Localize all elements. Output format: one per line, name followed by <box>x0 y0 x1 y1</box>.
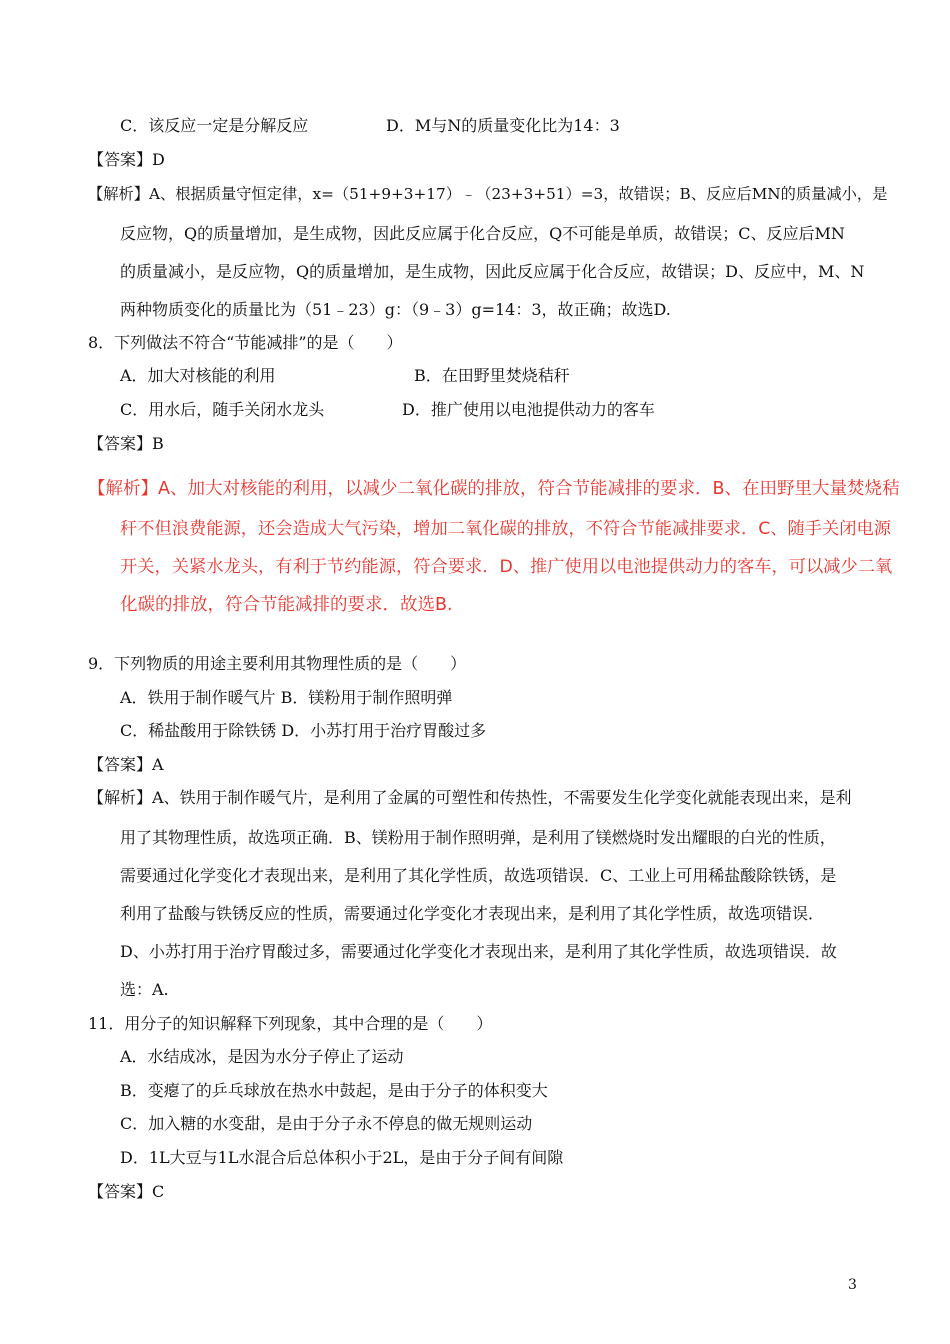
page-number: 3 <box>848 1277 857 1293</box>
q8-stem: 8．下列做法不符合“节能减排”的是（ ） <box>88 333 403 352</box>
q8-option-b: B．在田野里焚烧秸秆 <box>414 366 570 385</box>
q9-analysis-line-6: 选：A. <box>120 980 169 999</box>
q11-option-a: A．水结成冰，是因为水分子停止了运动 <box>120 1047 404 1066</box>
q8-analysis-line-4: 化碳的排放，符合节能减排的要求．故选B. <box>120 595 453 615</box>
q7-analysis-line-1: 【解析】A、根据质量守恒定律，x=（51+9+3+17）﹣（23+3+51）=3，故错误；B、反应后MN的质量减小，是 <box>88 185 888 203</box>
q9-analysis-line-2: 用了其物理性质，故选项正确．B、镁粉用于制作照明弹，是利用了镁燃烧时发出耀眼的白光的性质， <box>120 828 836 847</box>
q9-analysis-line-3: 需要通过化学变化才表现出来，是利用了其化学性质，故选项错误．C、工业上可用稀盐酸除铁锈，是 <box>120 866 837 885</box>
q8-analysis-line-2: 秆不但浪费能源，还会造成大气污染，增加二氧化碳的排放，不符合节能减排要求．C、随手关闭电源 <box>120 519 892 539</box>
q9-stem: 9．下列物质的用途主要利用其物理性质的是（ ） <box>88 654 467 673</box>
q8-option-c: C．用水后，随手关闭水龙头 <box>120 400 325 419</box>
q8-option-d: D．推广使用以电池提供动力的客车 <box>402 400 655 419</box>
q9-analysis-line-5: D、小苏打用于治疗胃酸过多，需要通过化学变化才表现出来，是利用了其化学性质，故选项错误．故 <box>120 942 837 961</box>
q7-answer: 【答案】D <box>88 150 165 169</box>
q9-options-ab: A．铁用于制作暖气片 B．镁粉用于制作照明弹 <box>120 688 453 707</box>
q9-options-cd: C．稀盐酸用于除铁锈 D．小苏打用于治疗胃酸过多 <box>120 721 487 740</box>
q7-option-d: D．M与N的质量变化比为14：3 <box>386 116 620 135</box>
q11-stem: 11．用分子的知识解释下列现象，其中合理的是（ ） <box>88 1014 493 1033</box>
q9-answer: 【答案】A <box>88 755 164 774</box>
q9-analysis-line-1: 【解析】A、铁用于制作暖气片，是利用了金属的可塑性和传热性，不需要发生化学变化就能表现出来，是利 <box>88 788 852 807</box>
q7-option-c: C．该反应一定是分解反应 <box>120 116 309 135</box>
q11-option-d: D．1L大豆与1L水混合后总体积小于2L，是由于分子间有间隙 <box>120 1148 564 1167</box>
q7-analysis-line-3: 的质量减小，是反应物，Q的质量增加，是生成物，因此反应属于化合反应，故错误；D、反应中，M、N <box>120 262 865 281</box>
q8-analysis-line-3: 开关，关紧水龙头，有利于节约能源，符合要求．D、推广使用以电池提供动力的客车，可以减少二氧 <box>120 557 893 577</box>
q7-analysis-line-2: 反应物，Q的质量增加，是生成物，因此反应属于化合反应，Q不可能是单质，故错误；C、反应后MN <box>120 224 845 243</box>
q9-analysis-line-4: 利用了盐酸与铁锈反应的性质，需要通过化学变化才表现出来，是利用了其化学性质，故选项错误． <box>120 904 825 923</box>
q7-analysis-line-4: 两种物质变化的质量比为（51﹣23）g：（9﹣3）g=14：3，故正确；故选D. <box>120 300 671 319</box>
q11-option-c: C．加入糖的水变甜，是由于分子永不停息的做无规则运动 <box>120 1114 533 1133</box>
q11-answer: 【答案】C <box>88 1182 165 1201</box>
q11-option-b: B．变瘪了的乒乓球放在热水中鼓起，是由于分子的体积变大 <box>120 1081 548 1100</box>
q8-answer: 【答案】B <box>88 434 164 453</box>
q8-option-a: A．加大对核能的利用 <box>120 366 276 385</box>
q8-analysis-line-1: 【解析】A、加大对核能的利用，以减少二氧化碳的排放，符合节能减排的要求．B、在田野里大量焚烧秸 <box>88 479 900 499</box>
